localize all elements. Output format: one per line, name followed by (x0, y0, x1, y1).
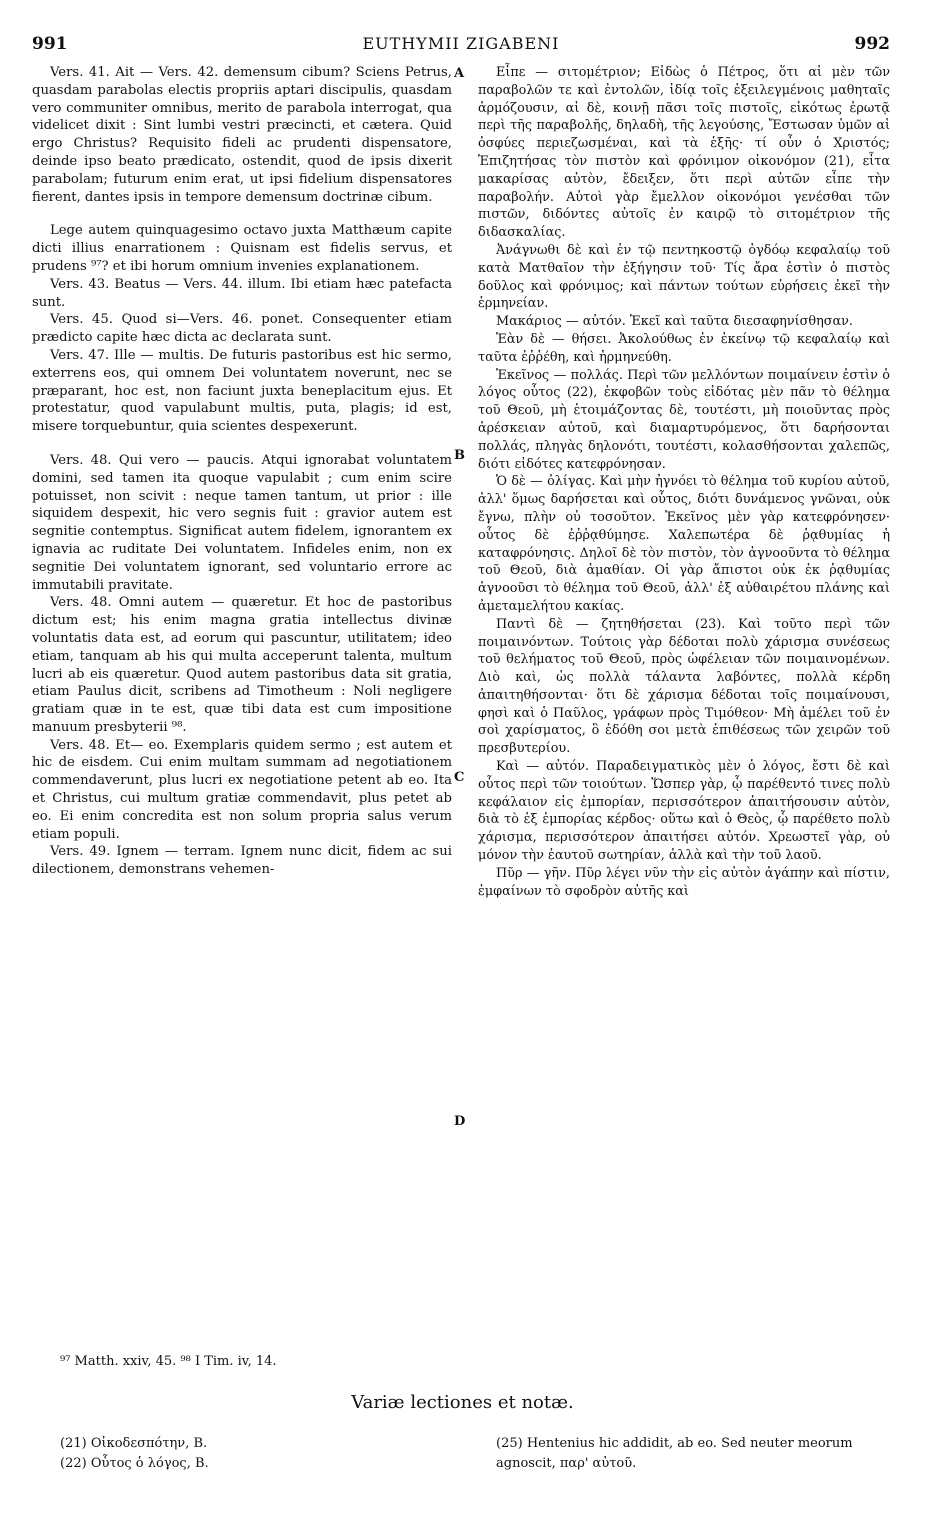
latin-paragraph: Vers. 48. Et— eo. Exemplaris quidem sermo ; est autem et hic de eisdem. Cui enim multam summam ad negotiationem commendaverunt, plus lucri ex negotiatione petent ab eo. Ita et Christus, cui multum gratiæ commendavit, plus petet ab eo. Ei enim concredita est non solum propria salus verum etiam populi. (32, 737, 452, 842)
greek-paragraph: Ἐὰν δὲ — θήσει. Ἀκολούθως ἐν ἐκείνῳ τῷ κεφαλαίῳ καὶ ταῦτα ἐῤῥέθη, καὶ ἡρμηνεύθη. (478, 331, 890, 365)
latin-paragraph: Lege autem quinquagesimo octavo juxta Matthæum capite dicti illius enarrationem : Quisnam est fidelis servus, et prudens ⁹⁷? et ibi horum omnium invenies explanationem. (32, 223, 452, 274)
greek-paragraph: Εἶπε — σιτομέτριον; Εἰδὼς ὁ Πέτρος, ὅτι αἱ μὲν τῶν παραβολῶν τε καὶ ἐντολῶν, ἰδίᾳ τοῖς ἐξειλεγμένοις μαθηταῖς ἁρμόζουσιν, αἱ δὲ, κοινῇ πᾶσι τοῖς πιστοῖς, εἰκότως ἐρωτᾷ περὶ τῆς παραβολῆς, δηλαδὴ, τῆς λεγούσης, Ἔστωσαν ὑμῶν αἱ ὀσφύες περιεζωσμέναι, καὶ τὰ ἑξῆς· τί οὖν ὁ Χριστός; Ἐπιζητήσας τὸν πιστὸν καὶ φρόνιμον οἰκονόμον (21), εἶτα μακαρίσας αὐτὸν, ἔδειξεν, ὅτι περὶ αὐτῶν εἶπε τὴν παραβολήν. Αὐτοὶ γὰρ ἔμελλον οἰκονόμοι γενέσθαι τῶν πιστῶν, διδόντες αὐτοῖς ἐν καιρῷ τὸ σιτομέτριον τῆς διδασκαλίας. (478, 65, 890, 241)
right-page-number: 992 (854, 34, 890, 54)
variae-title: Variæ lectiones et notæ. (351, 1392, 574, 1413)
greek-column (478, 64, 890, 900)
greek-paragraph: Πῦρ — γῆν. Πῦρ λέγει νῦν τὴν εἰς αὐτὸν ἀγάπην καὶ πίστιν, ἐμφαίνων τὸ σφοδρὸν αὐτῆς καὶ (478, 865, 890, 899)
latin-paragraph: Vers. 48. Qui vero — paucis. Atqui ignorabat voluntatem domini, sed tamen ita quoque vapulabit ; cum enim scire potuisset, non scivit : neque tamen tantum, ut prior : ille siquidem despexit, hic vero segnis fuit : gravior autem est segnitie contemptus. Significat autem fidelem, ignorantem ex ignavia ac ruditate Dei voluntatem. Infideles enim, non ex segnitie Dei voluntatem ignorant, sed voluntario errore ac immutabili pravitate. (32, 452, 452, 593)
greek-paragraph: Ὁ δὲ — ὀλίγας. Καὶ μὴν ἠγνόει τὸ θέλημα τοῦ κυρίου αὐτοῦ, ἀλλ' ὅμως δαρήσεται καὶ οὗτος, διότι δυνάμενος γνῶναι, οὐκ ἔγνω, πλὴν οὐ τοσοῦτον. Ἐκεῖνος μὲν γὰρ κατεφρόνησεν· οὗτος δὲ ἐῤῥᾳθύμησε. Χαλεπωτέρα δὲ ῥᾳθυμίας ἡ καταφρόνησις. Δηλοῖ δὲ τὸν πιστὸν, τὸν ἀγνοοῦντα τὸ θέλημα τοῦ Θεοῦ, διὰ ἀμαθίαν. Οἱ γὰρ ἄπιστοι οὐκ ἐκ ῥᾳθυμίας ἀγνοοῦσι τὸ θέλημα τοῦ Θεοῦ, ἀλλ' ἐξ αὐθαιρέτου πλάνης καὶ ἀμεταμελήτου κακίας. (478, 474, 890, 614)
margin-letter-a: A (454, 66, 465, 81)
latin-column (32, 64, 452, 879)
margin-letter-b: B (454, 448, 465, 463)
latin-paragraph: Vers. 45. Quod si—Vers. 46. ponet. Consequenter etiam prædicto capite hæc dicta ac declarata sunt. (32, 312, 452, 346)
variae-right (496, 1434, 896, 1474)
variant-note: (22) Οὗτος ὁ λόγος, B. (60, 1456, 209, 1471)
greek-paragraph: Καὶ — αὐτόν. Παραδειγματικὸς μὲν ὁ λόγος, ἔστι δὲ καὶ οὗτος περὶ τῶν τοιούτων. Ὥσπερ γὰρ, ᾧ παρέθεντό τινες πολὺ κεφάλαιον εἰς ἐμπορίαν, περισσότερον ἀπαιτήσουσιν αὐτὸν, διὰ τὸ ἐξ ἐμπορίας κέρδος· οὕτω καὶ ὁ Θεὸς, ᾧ παρέθετο πολὺ χάρισμα, περισσότερον ἀπαιτήσει αὐτόν. Χρεωστεῖ γὰρ, οὐ μόνον τὴν ἑαυτοῦ σωτηρίαν, ἀλλὰ καὶ τὴν τοῦ λαοῦ. (478, 759, 890, 864)
variae-left (60, 1434, 209, 1474)
greek-paragraph: Μακάριος — αὐτόν. Ἐκεῖ καὶ ταῦτα διεσαφηνίσθησαν. (496, 314, 853, 330)
latin-paragraph: Vers. 47. Ille — multis. De futuris pastoribus est hic sermo, exterrens eos, qui omnem Dei voluntatem noverunt, nec se præparant, hoc est, non faciunt juxta beneplacitum ejus. Et protestatur, quod vapulabunt multis, puta, plagis; id est, misere torquebuntur, quia scientes despexerunt. (32, 347, 452, 435)
left-page-number: 991 (32, 34, 68, 54)
variant-note: (21) Οἰκοδεσπότην, B. (60, 1436, 208, 1451)
greek-paragraph: Παντὶ δὲ — ζητηθήσεται (23). Καὶ τοῦτο περὶ τῶν ποιμαινόντων. Τούτοις γὰρ δέδοται πολὺ χάρισμα συνέσεως τοῦ θελήματος τοῦ Θεοῦ, πρὸς ὠφέλειαν τῶν ποιμαινομένων. Διὸ καὶ, ὡς πολλὰ τάλαντα λαβόντες, πολλὰ κέρδη ἀπαιτηθήσονται· ὅτι δὲ χάρισμα δέδοται τοῖς ποιμαίνουσι, φησὶ καὶ ὁ Παῦλος, γράφων πρὸς Τιμόθεον· Μὴ ἀμέλει τοῦ ἐν σοὶ χαρίσματος, ὃ ἐδόθη σοι μετὰ ἐπιθέσεως τῶν χειρῶν τοῦ πρεσβυτερίου. (478, 616, 890, 757)
latin-paragraph: Vers. 43. Beatus — Vers. 44. illum. Ibi etiam hæc patefacta sunt. (32, 276, 452, 310)
running-title: EUTHYMII ZIGABENI (362, 34, 560, 53)
variant-note: (25) Hentenius hic addidit, ab eo. Sed neuter meorum agnoscit, παρ' αὐτοῦ. (496, 1436, 853, 1471)
page-header (32, 34, 890, 58)
latin-paragraph: Vers. 41. Ait — Vers. 42. demensum cibum? Sciens Petrus, quasdam parabolas electis propriis aptari discipulis, quasdam vero communiter omnibus, merito de parabola interrogat, qua videlicet dixit : Sint lumbi vestri præcincti, et cætera. Quid ergo Christus? Requisito fideli ac prudenti dispensatore, deinde ipso beato prædicato, ostendit, quod de ipsis dixerit parabolam; futurum enim erat, ut ipsi fidelium dispensatores fierent, dantes ipsis in tempore demensum doctrinæ cibum. (32, 65, 452, 205)
greek-paragraph: Ἐκεῖνος — πολλάς. Περὶ τῶν μελλόντων ποιμαίνειν ἐστὶν ὁ λόγος οὗτος (22), ἐκφοβῶν τοὺς εἰδότας μὲν πᾶν τὸ θέλημα τοῦ Θεοῦ, μὴ ἑτοιμάζοντας δὲ, τουτέστι, μὴ ποιοῦντας πρὸς ἀρέσκειαν αὐτοῦ, καὶ διαμαρτυρόμενος, ὅτι δαρήσονται πολλάς, πληγὰς δηλονότι, τουτέστι, κολασθήσονται χαλεπῶς, διότι εἰδότες κατεφρόνησαν. (478, 367, 890, 472)
latin-paragraph: Vers. 49. Ignem — terram. Ignem nunc dicit, fidem ac sui dilectionem, demonstrans vehemen- (32, 844, 452, 878)
margin-letter-d: D (454, 1114, 466, 1129)
margin-letter-c: C (454, 770, 465, 785)
greek-paragraph: Ἀνάγνωθι δὲ καὶ ἐν τῷ πεντηκοστῷ ὀγδόῳ κεφαλαίῳ τοῦ κατὰ Ματθαῖον τὴν ἐξήγησιν τοῦ· Τίς ἄρα ἐστὶν ὁ πιστὸς δοῦλος καὶ φρόνιμος; καὶ πάντων τούτων εὑρήσεις ἐκεῖ τὴν ἑρμηνείαν. (478, 242, 890, 312)
latin-paragraph: Vers. 48. Omni autem — quæretur. Et hoc de pastoribus dictum est; his enim magna gratia intellectus divinæ voluntatis data est, ad eorum qui pascuntur, utilitatem; ideo etiam, tanquam ab his qui multa acceperunt talenta, multum lucri ab eis quæretur. Quod autem pastoribus data sit gratia, etiam Paulus dicit, scribens ad Timotheum : Noli negligere gratiam quæ in te est, quæ tibi data est cum impositione manuum presbyterii ⁹⁸. (32, 595, 452, 735)
footnotes: ⁹⁷ Matth. xxiv, 45. ⁹⁸ I Tim. iv, 14. (60, 1354, 277, 1369)
